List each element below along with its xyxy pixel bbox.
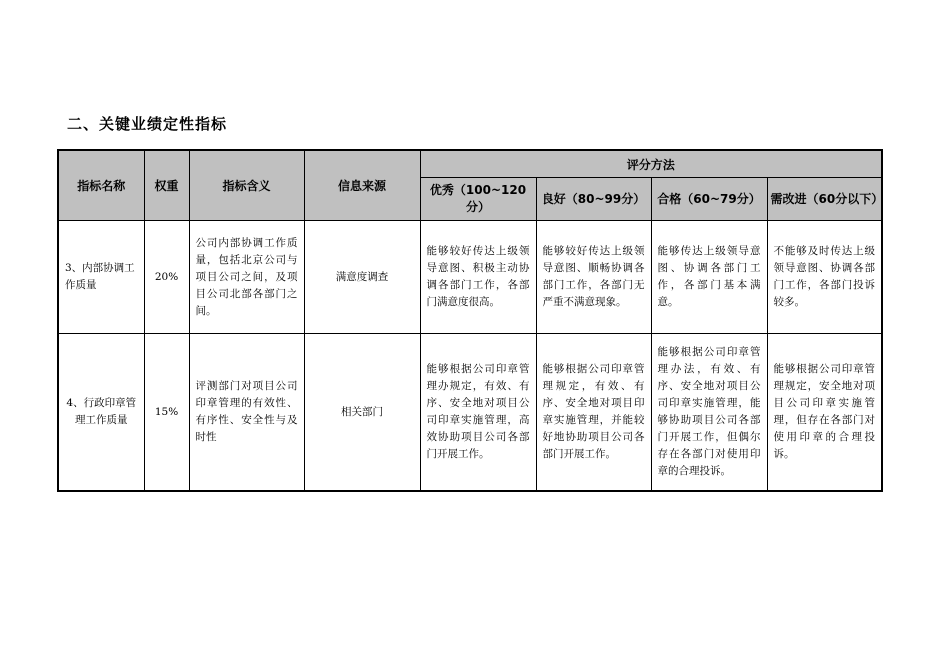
header-name: 指标名称	[58, 150, 144, 221]
section-title: 二、关键业绩定性指标	[67, 115, 228, 133]
cell-source: 满意度调查	[304, 221, 420, 334]
cell-excellent: 能够较好传达上级领导意图、积极主动协调各部门工作，各部门满意度很高。	[420, 221, 536, 334]
cell-pass: 能够根据公司印章管理办法，有效、有序、安全地对项目公司印章实施管理，能够协助项目公司各部门开展工作，但偶尔存在各部门对使用印章的合理投诉。	[651, 334, 767, 492]
cell-good: 能够较好传达上级领导意图、顺畅协调各部门工作，各部门无严重不满意现象。	[536, 221, 651, 334]
cell-source: 相关部门	[304, 334, 420, 492]
cell-excellent: 能够根据公司印章管理办规定，有效、有序、安全地对项目公司印章实施管理，高效协助项目公司各部门开展工作。	[420, 334, 536, 492]
header-excellent: 优秀（100~120分）	[420, 178, 536, 221]
table-row	[58, 334, 882, 492]
header-meaning: 指标含义	[189, 150, 304, 221]
header-row-1	[58, 150, 882, 178]
cell-meaning: 评测部门对项目公司印章管理的有效性、有序性、安全性与及时性	[189, 334, 304, 492]
header-improve: 需改进（60分以下）	[767, 178, 882, 221]
cell-name: 3、内部协调工作质量	[58, 221, 144, 334]
cell-pass: 能够传达上级领导意图、协调各部门工作，各部门基本满意。	[651, 221, 767, 334]
cell-improve: 能够根据公司印章管理规定，安全地对项目公司印章实施管理，但存在各部门对使用印章的合理投诉。	[767, 334, 882, 492]
cell-weight: 20%	[144, 221, 189, 334]
table-row	[58, 221, 882, 334]
cell-weight: 15%	[144, 334, 189, 492]
cell-good: 能够根据公司印章管理规定，有效、有序、安全地对项目印章实施管理，并能较好地协助项目公司各部门开展工作。	[536, 334, 651, 492]
kpi-table	[57, 149, 883, 492]
header-source: 信息来源	[304, 150, 420, 221]
header-pass: 合格（60~79分）	[651, 178, 767, 221]
header-method: 评分方法	[420, 150, 882, 178]
cell-name: 4、行政印章管理工作质量	[58, 334, 144, 492]
header-good: 良好（80~99分）	[536, 178, 651, 221]
cell-meaning: 公司内部协调工作质量，包括北京公司与项目公司之间，及项目公司北部各部门之间。	[189, 221, 304, 334]
header-weight: 权重	[144, 150, 189, 221]
cell-improve: 不能够及时传达上级领导意图、协调各部门工作，各部门投诉较多。	[767, 221, 882, 334]
